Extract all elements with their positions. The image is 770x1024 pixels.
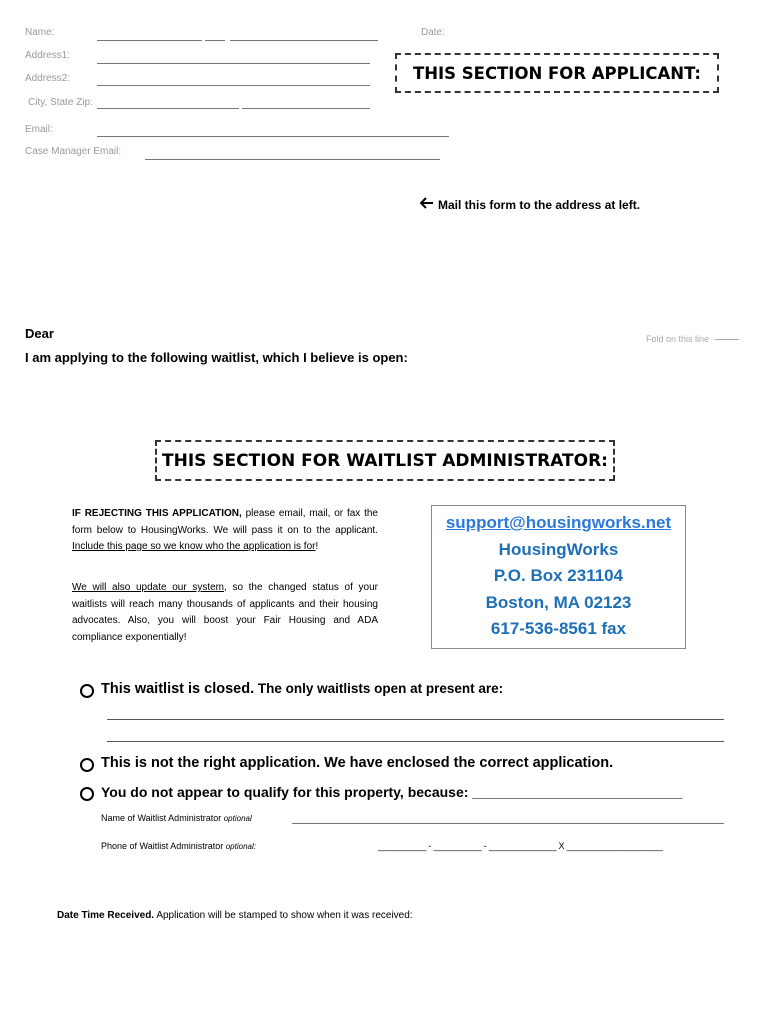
email-field[interactable] <box>97 136 449 137</box>
address2-field[interactable] <box>97 85 370 86</box>
mail-note <box>420 197 640 212</box>
greeting: Dear <box>25 326 54 341</box>
contact-email[interactable]: support@housingworks.net <box>445 513 672 532</box>
admin-phone-optional: optional: <box>225 842 256 851</box>
admin-name-optional: optional <box>223 814 252 823</box>
name-field-2[interactable] <box>205 40 225 41</box>
admin-paragraph-1 <box>72 506 378 556</box>
admin-phone-label <box>101 841 256 851</box>
para1-bold: IF REJECTING THIS APPLICATION, <box>72 508 242 519</box>
zip-field[interactable] <box>242 108 370 109</box>
radio-wrong-app[interactable] <box>80 758 94 772</box>
para1-rest: please email, mail, or fax the form below to HousingWorks. We will pass it on to the applicant. <box>72 508 378 536</box>
address1-label: Address1: <box>25 50 71 61</box>
para1-underlined: Include this page so we know who the application is for <box>72 541 316 552</box>
arrow-left-icon <box>420 197 438 212</box>
option-closed-bold: This waitlist is closed. <box>101 681 255 697</box>
name-label: Name: <box>25 27 55 38</box>
city-label: City, State Zip: <box>28 97 93 108</box>
name-field[interactable] <box>97 40 202 41</box>
admin-section-title: THIS SECTION FOR WAITLIST ADMINISTRATOR: <box>155 440 615 481</box>
case-manager-email-label: Case Manager Email: <box>25 146 122 157</box>
radio-closed[interactable] <box>80 684 94 698</box>
address1-field[interactable] <box>97 63 370 64</box>
date-received-bold: Date Time Received. <box>57 910 155 921</box>
contact-fax: 617-536-8561 fax <box>490 619 627 638</box>
city-field[interactable] <box>97 108 239 109</box>
letter-body: I am applying to the following waitlist, which I believe is open: <box>25 350 408 365</box>
radio-not-qualify[interactable] <box>80 787 94 801</box>
applicant-section-title: THIS SECTION FOR APPLICANT: <box>395 53 719 93</box>
mail-note-text: Mail this form to the address at left. <box>438 198 641 212</box>
fold-note-text: Fold on this line <box>646 334 710 344</box>
email-label: Email: <box>25 124 53 135</box>
admin-phone-field[interactable]: __________ - __________ - ______________ X ____________________ <box>378 841 663 851</box>
date-label: Date: <box>421 27 445 38</box>
option-not-qualify: You do not appear to qualify for this property, because: ___________________________ <box>101 784 683 800</box>
admin-paragraph-2 <box>72 580 378 646</box>
admin-name-label-text: Name of Waitlist Administrator <box>101 813 222 823</box>
admin-phone-label-text: Phone of Waitlist Administrator <box>101 841 224 851</box>
date-received <box>57 910 413 921</box>
date-field[interactable] <box>230 40 378 41</box>
option-wrong-app: This is not the right application. We have enclosed the correct application. <box>101 755 614 771</box>
para2-underlined: We will also update our system <box>72 582 225 593</box>
address2-label: Address2: <box>25 73 71 84</box>
date-received-rest: Application will be stamped to show when it was received: <box>154 910 413 921</box>
option-closed-rest: The only waitlists open at present are: <box>254 681 504 696</box>
para2-rest: , so the changed status of your waitlists will reach many thousands of applicants and their housing advocates. Also, you will boost your Fair Housing and ADA compliance exponentially! <box>72 582 378 643</box>
admin-name-field[interactable] <box>292 823 724 824</box>
admin-name-label <box>101 813 252 823</box>
para1-end: ! <box>315 541 319 552</box>
contact-po-box: P.O. Box 231104 <box>493 566 624 585</box>
contact-box <box>431 505 686 649</box>
case-manager-email-field[interactable] <box>145 159 440 160</box>
contact-org: HousingWorks <box>498 539 619 559</box>
fold-note <box>646 334 739 344</box>
open-waitlists-line-1[interactable] <box>107 719 724 720</box>
option-closed <box>101 681 503 697</box>
open-waitlists-line-2[interactable] <box>107 741 724 742</box>
contact-city: Boston, MA 02123 <box>485 592 632 612</box>
fold-line <box>715 339 739 340</box>
